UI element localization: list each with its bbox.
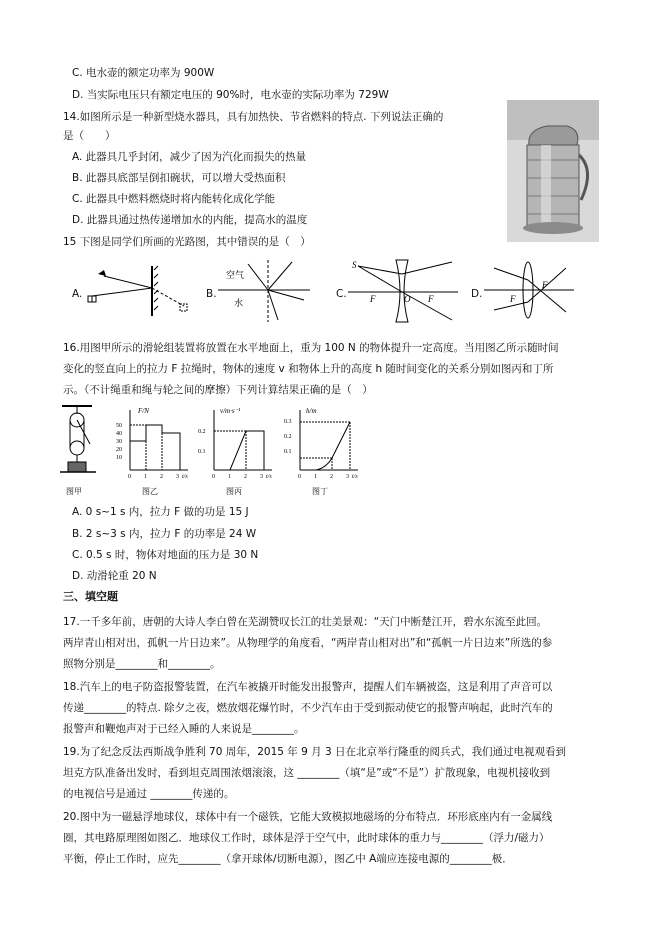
- label-f-left: F: [370, 294, 376, 304]
- chart-ding-xlabel: t/s: [352, 474, 358, 480]
- q19-line1: 19.为了纪念反法西斯战争胜利 70 周年，2015 年 9 月 3 日在北京举行隆重的阅兵式，我们通过电视观看到: [63, 746, 567, 758]
- label-o: O: [404, 294, 411, 304]
- label-f-left: F: [510, 294, 516, 304]
- tick: 50: [116, 423, 122, 429]
- q17-line3: 照物分别是________和________。: [63, 658, 221, 670]
- q17-line1: 17.一千多年前，唐朝的大诗人李白曾在芜湖赞叹长江的壮美景观：“天门中断楚江开，碧水东流至此回。: [63, 616, 548, 628]
- q14-option-b: B. 此器具底部呈倒扣碗状，可以增大受热面积: [72, 172, 286, 184]
- tick: 0: [212, 474, 215, 480]
- caption-jia: 图甲: [66, 487, 82, 496]
- q14-stem: 14.如图所示是一种新型烧水器具，具有加热快、节省燃料的特点. 下列说法正确的: [63, 111, 444, 123]
- tick: 0.2: [198, 429, 206, 435]
- q14-option-c: C. 此器具中燃料燃烧时将内能转化成化学能: [72, 193, 276, 205]
- tick: 0.1: [284, 449, 292, 455]
- q15-diagram-a: [84, 262, 194, 320]
- caption-ding: 图丁: [312, 487, 328, 496]
- chart-bing: [198, 404, 278, 482]
- q14-option-a: A. 此器具几乎封闭，减少了因为汽化而损失的热量: [72, 151, 307, 163]
- pulley-system-figure: [60, 404, 98, 484]
- chart-ding: [284, 404, 364, 482]
- section-title-fill-blank: 三、填空题: [63, 590, 118, 603]
- q15-stem: 15 下图是同学们所画的光路图，其中错误的是（ ）: [63, 236, 311, 248]
- label-f-right: F: [542, 280, 548, 290]
- q14-option-d: D. 此器具通过热传递增加水的内能，提高水的温度: [72, 214, 308, 226]
- q16-stem-line2: 变化的竖直向上的拉力 F 拉绳时，物体的速度 v 和物体上升的高度 h 随时间变化的关系分别如图丙和丁所: [63, 363, 554, 375]
- q16-option-a: A. 0 s~1 s 内，拉力 F 做的功是 15 J: [72, 506, 249, 518]
- tick: 30: [116, 439, 122, 445]
- q16-option-d: D. 动滑轮重 20 N: [72, 570, 157, 582]
- tick: 10: [116, 455, 122, 461]
- tick: 40: [116, 431, 122, 437]
- q16-stem-line3: 示。（不计绳重和绳与轮之间的摩擦）下列计算结果正确的是（ ）: [63, 384, 373, 396]
- q15-label-a: A.: [72, 288, 83, 300]
- q14-stem-cont: 是（ ）: [63, 130, 116, 142]
- tick: 0.3: [284, 419, 292, 425]
- q15-label-c: C.: [336, 288, 347, 300]
- tick: 1: [314, 474, 317, 480]
- q16-stem-line1: 16.用图甲所示的滑轮组装置将放置在水平地面上，重为 100 N 的物体提升一定高度。当用图乙所示随时间: [63, 342, 559, 354]
- chart-yi-ylabel: F/N: [138, 407, 149, 415]
- caption-bing: 图丙: [226, 487, 242, 496]
- tick: 0: [298, 474, 301, 480]
- tick: 3: [346, 474, 349, 480]
- tick: 0: [128, 474, 131, 480]
- tick: 0.2: [284, 434, 292, 440]
- q19-line2: 坦克方队准备出发时，看到坦克周围浓烟滚滚，这 ________（填“是”或“不是”）扩散现象，电视机接收到: [63, 767, 551, 779]
- q15-diagram-b: [218, 258, 310, 324]
- q13-option-d: D. 当实际电压只有额定电压的 90%时，电水壶的实际功率为 729W: [72, 89, 389, 101]
- q20-line3: 平衡，停止工作时，应先________（拿开球体/切断电源），图乙中 A端应连接电源的________极．: [63, 853, 513, 865]
- q17-line2: 两岸青山相对出，孤帆一片日边来”。从物理学的角度看，“两岸青山相对出”和“孤帆一片日边来”所选的参: [63, 637, 553, 649]
- label-air: 空气: [226, 270, 245, 280]
- q20-line2: 圈，其电路原理图如图乙．地球仪工作时，球体是浮于空气中，此时球体的重力与________（浮力/磁力）: [63, 832, 550, 844]
- chart-yi-xlabel: t/s: [182, 474, 188, 480]
- q13-option-c: C. 电水壶的额定功率为 900W: [72, 67, 215, 79]
- tick: 2: [330, 474, 333, 480]
- chart-bing-ylabel: v/m·s⁻¹: [220, 407, 241, 415]
- q15-label-b: B.: [206, 288, 217, 300]
- tick: 3: [260, 474, 263, 480]
- chart-yi: [114, 404, 194, 482]
- tick: 2: [244, 474, 247, 480]
- q16-option-c: C. 0.5 s 时，物体对地面的压力是 30 N: [72, 549, 259, 561]
- q19-line3: 的电视信号是通过 ________传递的。: [63, 788, 235, 800]
- label-water: 水: [234, 298, 244, 308]
- label-s: S: [352, 260, 357, 270]
- chart-bing-xlabel: t/s: [266, 474, 272, 480]
- label-f-right: F: [428, 294, 434, 304]
- q16-option-b: B. 2 s~3 s 内，拉力 F 的功率是 24 W: [72, 528, 257, 540]
- q18-line2: 传递________的特点. 除夕之夜，燃放烟花爆竹时，不少汽车由于受到振动使它的报警声响起，此时汽车的: [63, 702, 553, 714]
- tick: 2: [160, 474, 163, 480]
- tick: 0.1: [198, 449, 206, 455]
- tick: 20: [116, 447, 122, 453]
- tick: 1: [144, 474, 147, 480]
- caption-yi: 图乙: [142, 487, 158, 496]
- q15-label-d: D.: [471, 288, 483, 300]
- tick: 3: [176, 474, 179, 480]
- q18-line1: 18.汽车上的电子防盗报警装置，在汽车被撬开时能发出报警声，提醒人们车辆被盗，这是利用了声音可以: [63, 681, 553, 693]
- water-heater-photo: [507, 100, 599, 242]
- q15-diagram-d: [484, 258, 574, 322]
- q18-line3: 报警声和鞭炮声对于已经入睡的人来说是________。: [63, 723, 305, 735]
- tick: 1: [228, 474, 231, 480]
- q15-diagram-c: [348, 256, 458, 324]
- q20-line1: 20.图中为一磁悬浮地球仪，球体中有一个磁铁，它能大致模拟地磁场的分布特点．环形底座内有一金属线: [63, 811, 553, 823]
- chart-ding-ylabel: h/m: [306, 407, 317, 415]
